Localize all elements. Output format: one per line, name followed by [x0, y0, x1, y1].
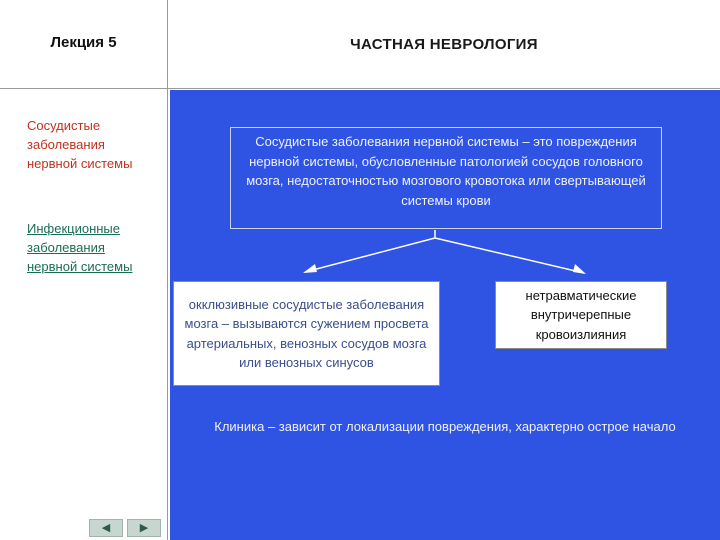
prev-slide-button[interactable]: [89, 519, 123, 537]
header-divider: [0, 88, 720, 89]
occlusive-diseases-text: окклюзивные сосудистые заболевания мозга – вызываются сужением просвета артериальных, венозных сосудов мозга или венозных синусов: [184, 296, 429, 370]
arrow-right-head: [573, 264, 586, 274]
arrow-left-head: [303, 264, 317, 273]
hemorrhage-text: нетравматические внутричерепные кровоизлияния: [525, 287, 637, 342]
hemorrhage-box: [495, 281, 667, 349]
clinic-text: Клиника – зависит от локализации повреждения, характерно острое начало: [214, 419, 676, 434]
next-slide-button[interactable]: [127, 519, 161, 537]
slide-title: ЧАСТНАЯ НЕВРОЛОГИЯ: [350, 36, 538, 53]
triangle-left-icon: ◀: [101, 521, 111, 534]
sidebar-divider: [167, 0, 168, 540]
definition-box: Сосудистые заболевания нервной системы – это повреждения нервной системы, обусловленные патологией сосудов головного мозга, недостаточностью мозгового кровотока или свертывающей системы крови: [230, 127, 662, 229]
sidebar-item-vascular-diseases[interactable]: Сосудистые заболевания нервной системы: [27, 118, 133, 171]
triangle-right-icon: ▶: [139, 521, 149, 534]
sidebar-item-infectious-diseases[interactable]: Инфекционные заболевания нервной системы: [27, 221, 133, 274]
lecture-label: Лекция 5: [50, 34, 117, 51]
slide-navigation: [89, 519, 161, 537]
arrow-right-line: [435, 238, 584, 273]
occlusive-diseases-box: [173, 281, 440, 386]
branch-arrows: [170, 90, 720, 290]
arrow-left-line: [305, 238, 435, 272]
